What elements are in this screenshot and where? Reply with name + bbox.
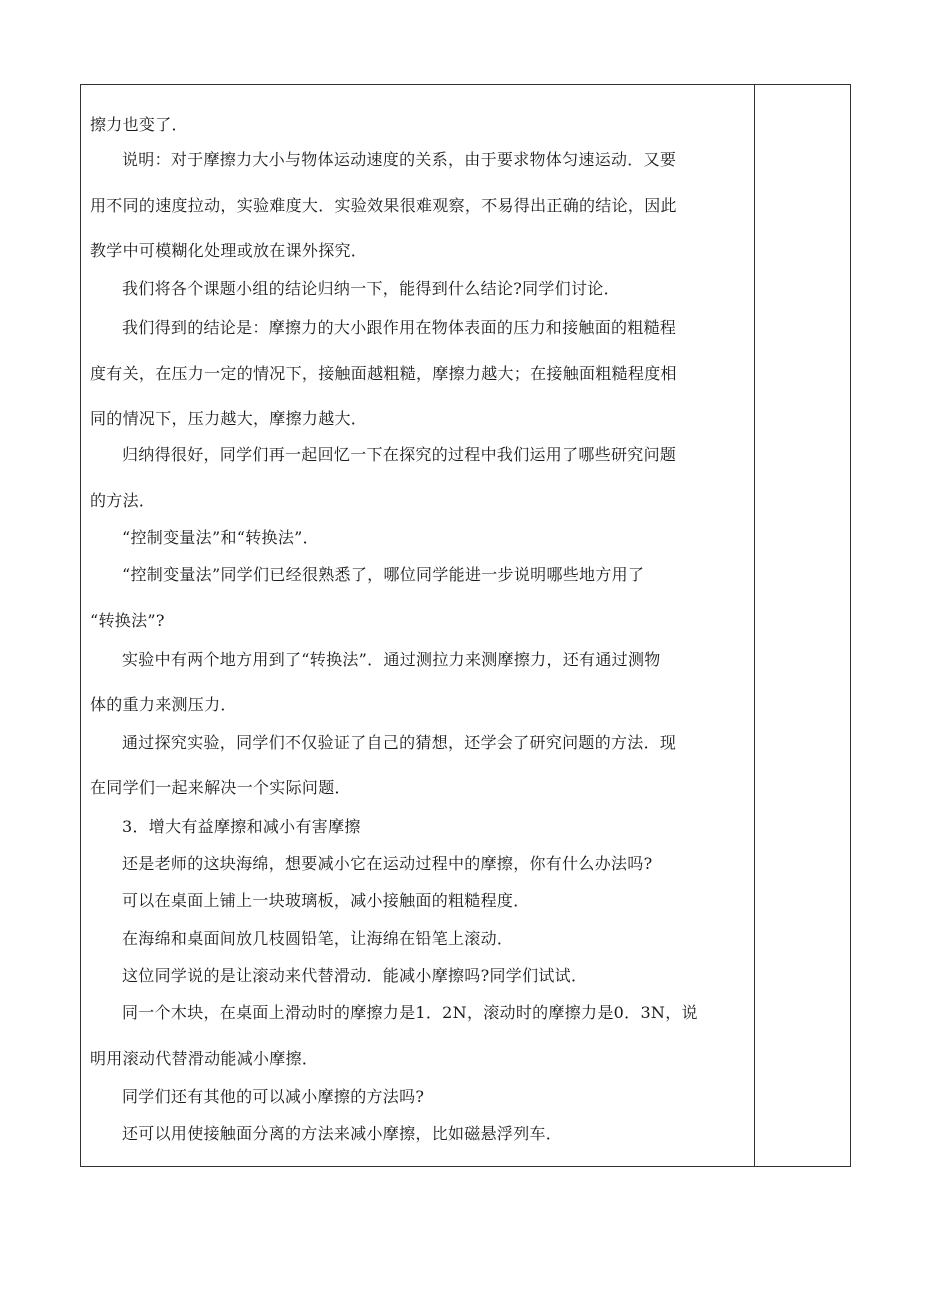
text-line: “控制变量法”和“转换法”． (122, 528, 319, 547)
text-line: 我们将各个课题小组的结论归纳一下，能得到什么结论?同学们讨论． (122, 279, 620, 298)
text-line: 擦力也变了． (90, 115, 188, 134)
text-line: 还是老师的这块海绵，想要减小它在运动过程中的摩擦，你有什么办法吗? (122, 854, 653, 873)
text-line: 体的重力来测压力． (90, 695, 237, 714)
text-line: 同学们还有其他的可以减小摩擦的方法吗? (122, 1087, 425, 1106)
text-line: 度有关，在压力一定的情况下，接触面越粗糙，摩擦力越大；在接触面粗糙程度相 (90, 364, 677, 383)
text-line: 用不同的速度拉动，实验难度大．实验效果很难观察，不易得出正确的结论，因此 (90, 196, 677, 215)
text-line: 在同学们一起来解决一个实际问题． (90, 778, 351, 797)
lesson-table (80, 84, 851, 1167)
text-line: 说明：对于摩擦力大小与物体运动速度的关系，由于要求物体匀速运动．又要 (122, 150, 677, 169)
text-line: 归纳得很好，同学们再一起回忆一下在探究的过程中我们运用了哪些研究问题 (122, 445, 677, 464)
text-line: “转换法”? (90, 611, 165, 630)
text-line: 的方法． (90, 491, 156, 510)
text-line: 我们得到的结论是：摩擦力的大小跟作用在物体表面的压力和接触面的粗糙程 (122, 318, 677, 337)
text-line: 明用滚动代替滑动能减小摩擦． (90, 1049, 319, 1068)
notes-cell (755, 85, 850, 1166)
section-heading: 3．增大有益摩擦和减小有害摩擦 (122, 817, 361, 836)
text-line: 同一个木块，在桌面上滑动时的摩擦力是1．2N，滚动时的摩擦力是0．3N，说 (122, 1003, 698, 1022)
text-line: 通过探究实验，同学们不仅验证了自己的猜想，还学会了研究问题的方法．现 (122, 733, 677, 752)
text-line: 在海绵和桌面间放几枝圆铅笔，让海绵在铅笔上滚动． (122, 929, 514, 948)
text-line: 实验中有两个地方用到了“转换法”．通过测拉力来测摩擦力，还有通过测物 (122, 650, 661, 669)
text-line: 教学中可模糊化处理或放在课外探究． (90, 241, 368, 260)
lesson-content-cell (81, 85, 754, 1166)
text-line: “控制变量法”同学们已经很熟悉了，哪位同学能进一步说明哪些地方用了 (122, 565, 645, 584)
text-line: 同的情况下，压力越大，摩擦力越大． (90, 409, 368, 428)
text-line: 这位同学说的是让滚动来代替滑动．能减小摩擦吗?同学们试试． (122, 966, 588, 985)
text-line: 还可以用使接触面分离的方法来减小摩擦，比如磁悬浮列车． (122, 1124, 563, 1143)
text-line: 可以在桌面上铺上一块玻璃板，减小接触面的粗糙程度． (122, 891, 530, 910)
